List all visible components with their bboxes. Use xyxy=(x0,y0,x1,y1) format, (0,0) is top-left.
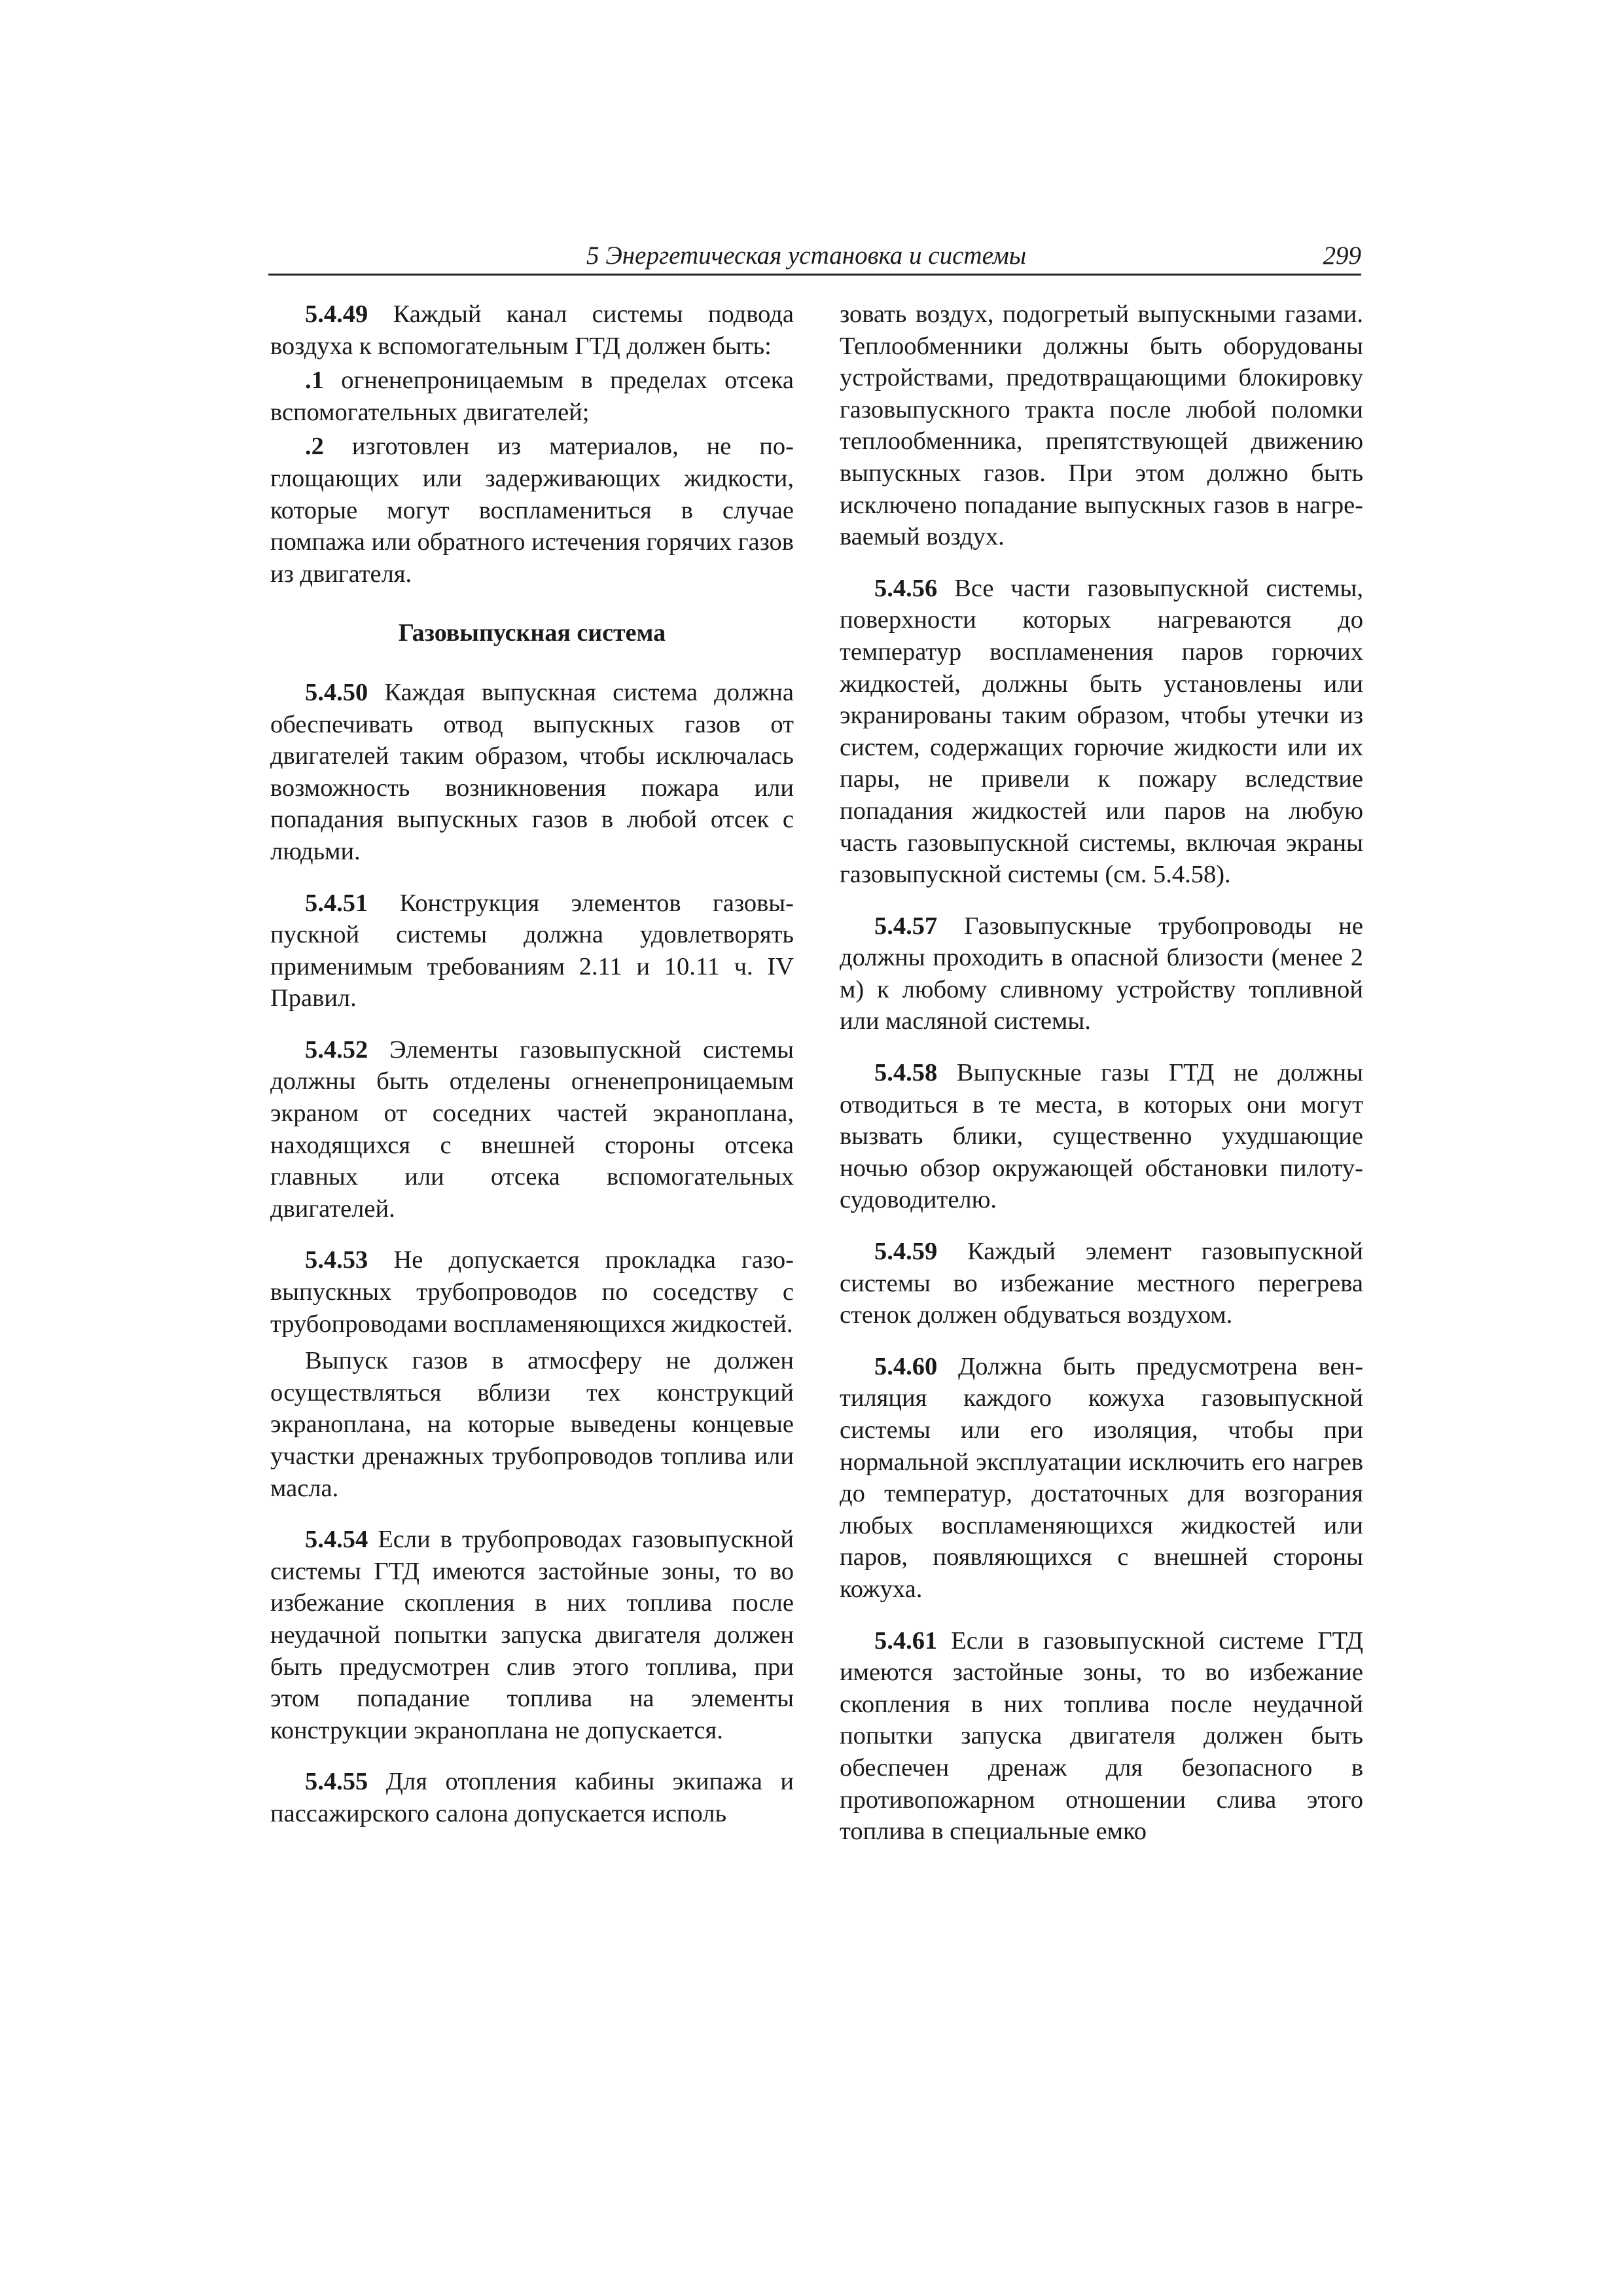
paragraph-5-4-54 xyxy=(270,1524,794,1746)
clause-text: Не допускается прокладка газовыпускных трубопроводов по соседству с трубопроводами воспламеняющихся жидкостей. xyxy=(270,1246,794,1338)
paragraph-5-4-55-continued: зовать воздух, подогретый выпускными газами. Теплообменники должны быть оборудованы устройствами, предотвращающими блокировку газовыпускного тракта после любой поломки теплообменника, препятствующей движению выпускных газов. При этом должно быть исключено попадание выпускных газов в нагреваемый воздух. xyxy=(840,300,1363,551)
list-number: .1 xyxy=(305,367,324,395)
page-header xyxy=(268,241,1361,276)
clause-text: Каждая выпускная система должна обеспечивать отвод выпускных газов от двигателей таким образом, чтобы исключалась возможность возникновения пожара или попадания выпускных газов в любой отсек с людьми. xyxy=(270,678,794,865)
paragraph-5-4-57 xyxy=(840,910,1363,1037)
clause-text: Каждый канал системы подвода воздуха к вспомогательным ГТД должен быть: xyxy=(270,300,794,360)
clause-text: Выпускные газы ГТД не должны отводиться в те места, в которых они могут вызвать блики, существенно ухудшающие ночью обзор окружающей обстановки пилоту-судоводителю. xyxy=(840,1059,1363,1214)
list-text: изготовлен из материалов, не поглощающих или задерживающих жидкости, которые могут воспламениться в случае помпажа или обратного истечения горячих газов из двигателя. xyxy=(270,433,794,588)
paragraph-exhaust-outlet: Выпуск газов в атмосферу не должен осуществляться вблизи тех конструкций экраноплана, на которые выведены концевые участки дренажных трубопроводов топлива или масла. xyxy=(270,1347,794,1502)
list-number: .2 xyxy=(305,433,324,461)
section-heading: Газовыпускная система xyxy=(398,619,666,647)
clause-text: Конструкция элементов газовыпускной системы должна удовлетворять применимым требованиям 2.11 и 10.11 ч. IV Правил. xyxy=(270,889,794,1013)
list-item-1 xyxy=(270,365,794,428)
clause-number: 5.4.61 xyxy=(874,1626,938,1655)
clause-text: Газовыпускные трубопроводы не должны проходить в опасной близости (менее 2 м) к любому сливному устройству топливной или масляной системы. xyxy=(840,912,1363,1035)
paragraph-5-4-53 xyxy=(270,1244,794,1340)
clause-number: 5.4.56 xyxy=(874,574,938,602)
clause-number: 5.4.54 xyxy=(305,1526,368,1554)
clause-number: 5.4.58 xyxy=(874,1059,938,1087)
clause-number: 5.4.53 xyxy=(305,1246,368,1274)
clause-number: 5.4.57 xyxy=(874,912,938,940)
paragraph-5-4-51 xyxy=(270,888,794,1014)
clause-number: 5.4.52 xyxy=(305,1035,368,1064)
list-text: огненепроницаемым в пределах отсека вспомогательных двигателей; xyxy=(270,367,794,426)
clause-number: 5.4.55 xyxy=(305,1768,368,1796)
clause-text: Для отопления кабины экипажа и пассажирского салона допускается исполь xyxy=(270,1768,794,1827)
paragraph-5-4-56 xyxy=(840,573,1363,891)
clause-number: 5.4.49 xyxy=(305,300,368,328)
paragraph-5-4-50 xyxy=(270,677,794,868)
clause-number: 5.4.50 xyxy=(305,678,368,706)
right-column xyxy=(840,298,1363,1867)
clause-number: 5.4.60 xyxy=(874,1352,938,1380)
left-column xyxy=(270,298,794,1850)
paragraph-5-4-49 xyxy=(270,298,794,362)
clause-text: Должна быть предусмотрена вентиляция каждого кожуха газовыпускной системы или его изоляция, чтобы при нормальной эксплуатации исключить его нагрев до температур, достаточных для возгорания любых воспламеняющихся жидкостей или паров, появляющихся с внешней стороны кожуха. xyxy=(840,1352,1363,1603)
clause-number: 5.4.51 xyxy=(305,889,368,917)
clause-text: Элементы газовыпускной системы должны быть отделены огненепроницаемым экраном от соседних частей экраноплана, находящихся с внешней стороны отсека главных или отсека вспомогательных двигателей. xyxy=(270,1035,794,1223)
clause-text: Если в газовыпускной системе ГТД имеются застойные зоны, то во избежание скопления в них топлива после неудачной попытки запуска двигателя должен быть обеспечен дренаж для безопасного в противопожарном отношении слива этого топлива в специальные емко xyxy=(840,1626,1363,1846)
clause-text: Все части газовыпускной системы, поверхности которых нагреваются до температур воспламенения паров горючих жидкостей, должны быть установлены или экранированы таким образом, чтобы утечки из систем, содержащих горючие жидкости или их пары, не привели к пожару вследствие попадания жидкостей или паров на любую часть газовыпускной системы, включая экраны газовыпускной системы (см. 5.4.58). xyxy=(840,574,1363,889)
clause-number: 5.4.59 xyxy=(874,1238,938,1266)
paragraph-5-4-52 xyxy=(270,1034,794,1225)
page-number: 299 xyxy=(1323,242,1361,270)
paragraph-5-4-55 xyxy=(270,1766,794,1829)
paragraph-5-4-60 xyxy=(840,1351,1363,1605)
clause-text: Каждый элемент газовыпускной системы во избежание местного перегрева стенок должен обдуваться воздухом. xyxy=(840,1238,1363,1329)
list-item-2 xyxy=(270,431,794,590)
clause-text: Если в трубопроводах газовыпускной системы ГТД имеются застойные зоны, то во избежание скопления в них топлива после неудачной попытки запуска двигателя должен быть предусмотрен слив этого топлива, при этом попадание топлива на элементы конструкции экраноплана не допускается. xyxy=(270,1526,794,1744)
paragraph-5-4-59 xyxy=(840,1236,1363,1331)
paragraph-5-4-58 xyxy=(840,1057,1363,1216)
running-title: 5 Энергетическая установка и системы xyxy=(586,242,1027,270)
paragraph-5-4-61 xyxy=(840,1625,1363,1848)
